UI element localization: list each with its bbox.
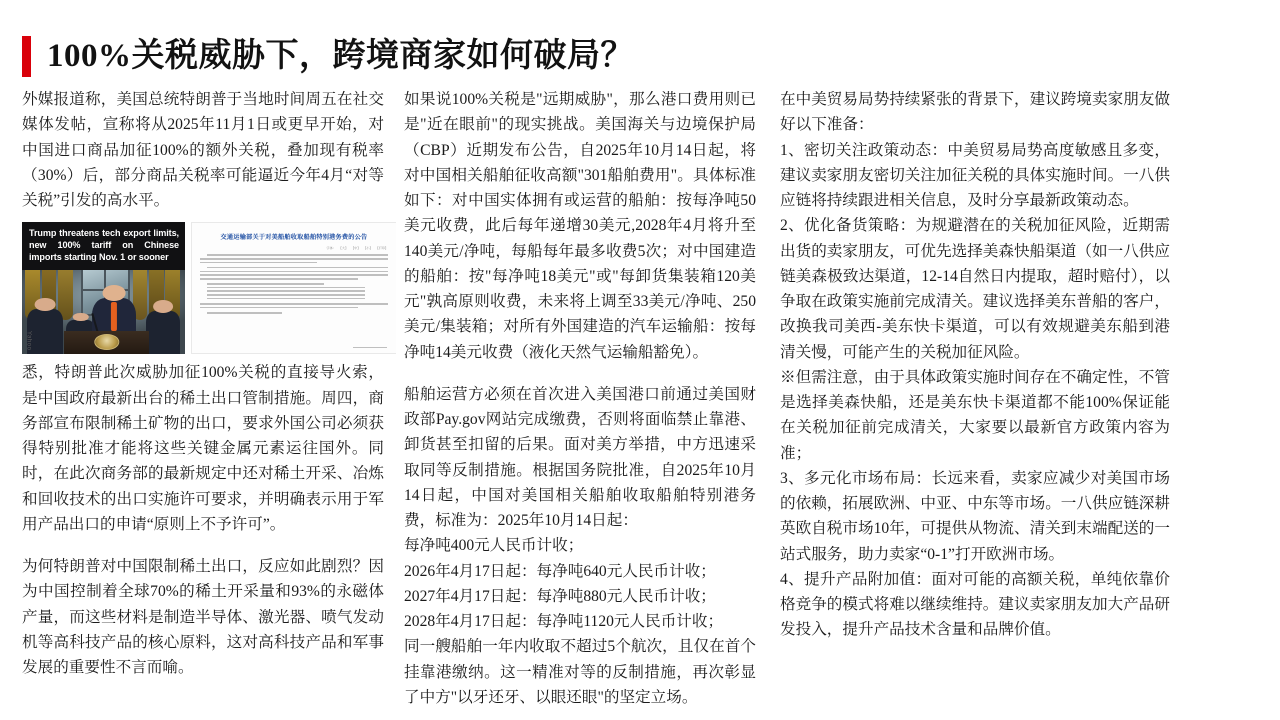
news-photo-image	[22, 264, 185, 354]
paragraph: 外媒报道称，美国总统特朗普于当地时间周五在社交媒体发帖，宣称将从2025年11月1日或更早开始，对中国进口商品加征100%的额外关税，叠加现有税率（30%）后，部分商品关税率可能逼近今年4月“对等关税”引发的高水平。	[22, 91, 384, 209]
news-photo-figure	[22, 222, 185, 354]
notice-meta-print: 【打印】	[375, 246, 388, 251]
paragraph: ※但需注意，由于具体政策实施时间存在不确定性，不管是选择美森快船，还是美东快卡渠道都不能100%保证能在关税加征前完成清关，大家要以最新官方政策内容为准；	[780, 368, 1170, 462]
paragraph: 4、提升产品附加值：面对可能的高额关税，单纯依靠价格竞争的模式将难以继续维持。建议卖家朋友加大产品研发投入，提升产品技术含量和品牌价值。	[780, 570, 1170, 639]
notice-title: 交通运输部关于对美船舶收取船舶特别港务费的公告	[220, 234, 368, 242]
column-1	[22, 87, 396, 680]
notice-meta-medium: 【中】	[351, 246, 361, 251]
paragraph: 2026年4月17日起：每净吨640元人民币计收；	[404, 562, 716, 580]
article-columns	[0, 87, 1280, 710]
paragraph: 如果说100%关税是"远期威胁"，那么港口费用则已是"近在眼前"的现实挑战。美国海关与边境保护局（CBP）近期发布公告，自2025年10月14日起，将对中国相关船舶征收高额"301船舶费用"。具体标准如下：对中国实体拥有或运营的船舶：按每净吨50美元收费，此后每年递增30美元,2028年4月将升至140美元/净吨，每船每年最多收费5次；对中国建造的船舶：按"每净吨18美元"或"每卸货集装箱120美元"孰高原则收费，未来将上调至33美元/净吨、250美元/集装箱；对所有外国建造的汽车运输船：按每净吨14美元收费（液化天然气运输船豁免）。	[404, 91, 756, 361]
paragraph: 2028年4月17日起：每净吨1120元人民币计收；	[404, 613, 724, 630]
page-title-text: 100%关税威胁下，跨境商家如何破局？	[47, 38, 634, 75]
notice-body-lines	[200, 254, 388, 313]
photo-watermark: Yahoo	[25, 330, 32, 351]
figure-row	[22, 222, 388, 354]
notice-meta-large: 【大】	[338, 246, 349, 251]
official-notice-figure	[191, 222, 396, 354]
news-headline: Trump threatens tech export limits, new 100% tariff on Chinese imports starting Nov. 1 or sooner	[22, 222, 185, 269]
notice-signature-line	[353, 347, 387, 349]
paragraph: 3、多元化市场布局：长远来看，卖家应减少对美国市场的依赖，拓展欧洲、中亚、中东等市场。一八供应链深耕英欧自税市场10年，可提供从物流、清关到末端配送的一站式服务，助力卖家“0-1”打开欧洲市场。	[780, 469, 1170, 563]
title-accent-bar	[22, 36, 31, 77]
column-2	[396, 87, 770, 710]
notice-meta	[200, 246, 388, 251]
column-3	[770, 87, 1170, 643]
paragraph: 2027年4月17日起：每净吨880元人民币计收；	[404, 587, 716, 605]
paragraph: 同一艘船舶一年内收取不超过5个航次，且仅在首个挂靠港缴纳。这一精准对等的反制措施，再次彰显了中方"以牙还牙、以眼还眼"的坚定立场。	[404, 638, 756, 706]
paragraph: 1、密切关注政策动态：中美贸易局势高度敏感且多变，建议卖家朋友密切关注加征关税的具体实施时间。一八供应链将持续跟进相关信息，及时分享最新政策动态。	[780, 141, 1170, 209]
paragraph: 船舶运营方必须在首次进入美国港口前通过美国财政部Pay.gov网站完成缴费，否则将面临禁止靠港、卸货甚至扣留的后果。面对美方举措，中方迅速采取同等反制措施。根据国务院批准，自2025年10月14日起，中国对美国相关船舶收取船舶特别港务费，标准为：2025年10月14日起：	[404, 385, 756, 529]
paragraph: 在中美贸易局势持续紧张的背景下，建议跨境卖家朋友做好以下准备：	[780, 91, 1170, 134]
notice-meta-label: 字体：	[326, 246, 336, 251]
paragraph: 为何特朗普对中国限制稀土出口，反应如此剧烈？因为中国控制着全球70%的稀土开采量和93%的永磁体产量，而这些材料是制造半导体、激光器、喷气发动机等高科技产品的核心原料，这对高科技产品和军事发展的重要性不言而喻。	[22, 558, 384, 676]
paragraph: 每净吨400元人民币计收；	[404, 537, 584, 555]
page-title	[0, 0, 1280, 87]
paragraph: 2、优化备货策略：为规避潜在的关税加征风险，近期需出货的卖家朋友，可优先选择美森快船渠道（如一八供应链美森极致达渠道，12-14自然日内提取，超时赔付），以争取在政策实施前完成清关。建议选择美东普船的客户，改换我司美西-美东快卡渠道，可以有效规避美东船到港清关慢，可能产生的关税加征风险。	[780, 217, 1170, 361]
paragraph: 悉，特朗普此次威胁加征100%关税的直接导火索，是中国政府最新出台的稀土出口管制措施。周四，商务部宣布限制稀土矿物的出口，要求外国公司必须获得特别批准才能将这些关键金属元素运往国外。同时，在此次商务部的最新规定中还对稀土开采、冶炼和回收技术的出口实施许可要求，并明确表示用于军用产品出口的申请“原则上不予许可”。	[22, 364, 384, 533]
notice-meta-small: 【小】	[363, 246, 373, 251]
